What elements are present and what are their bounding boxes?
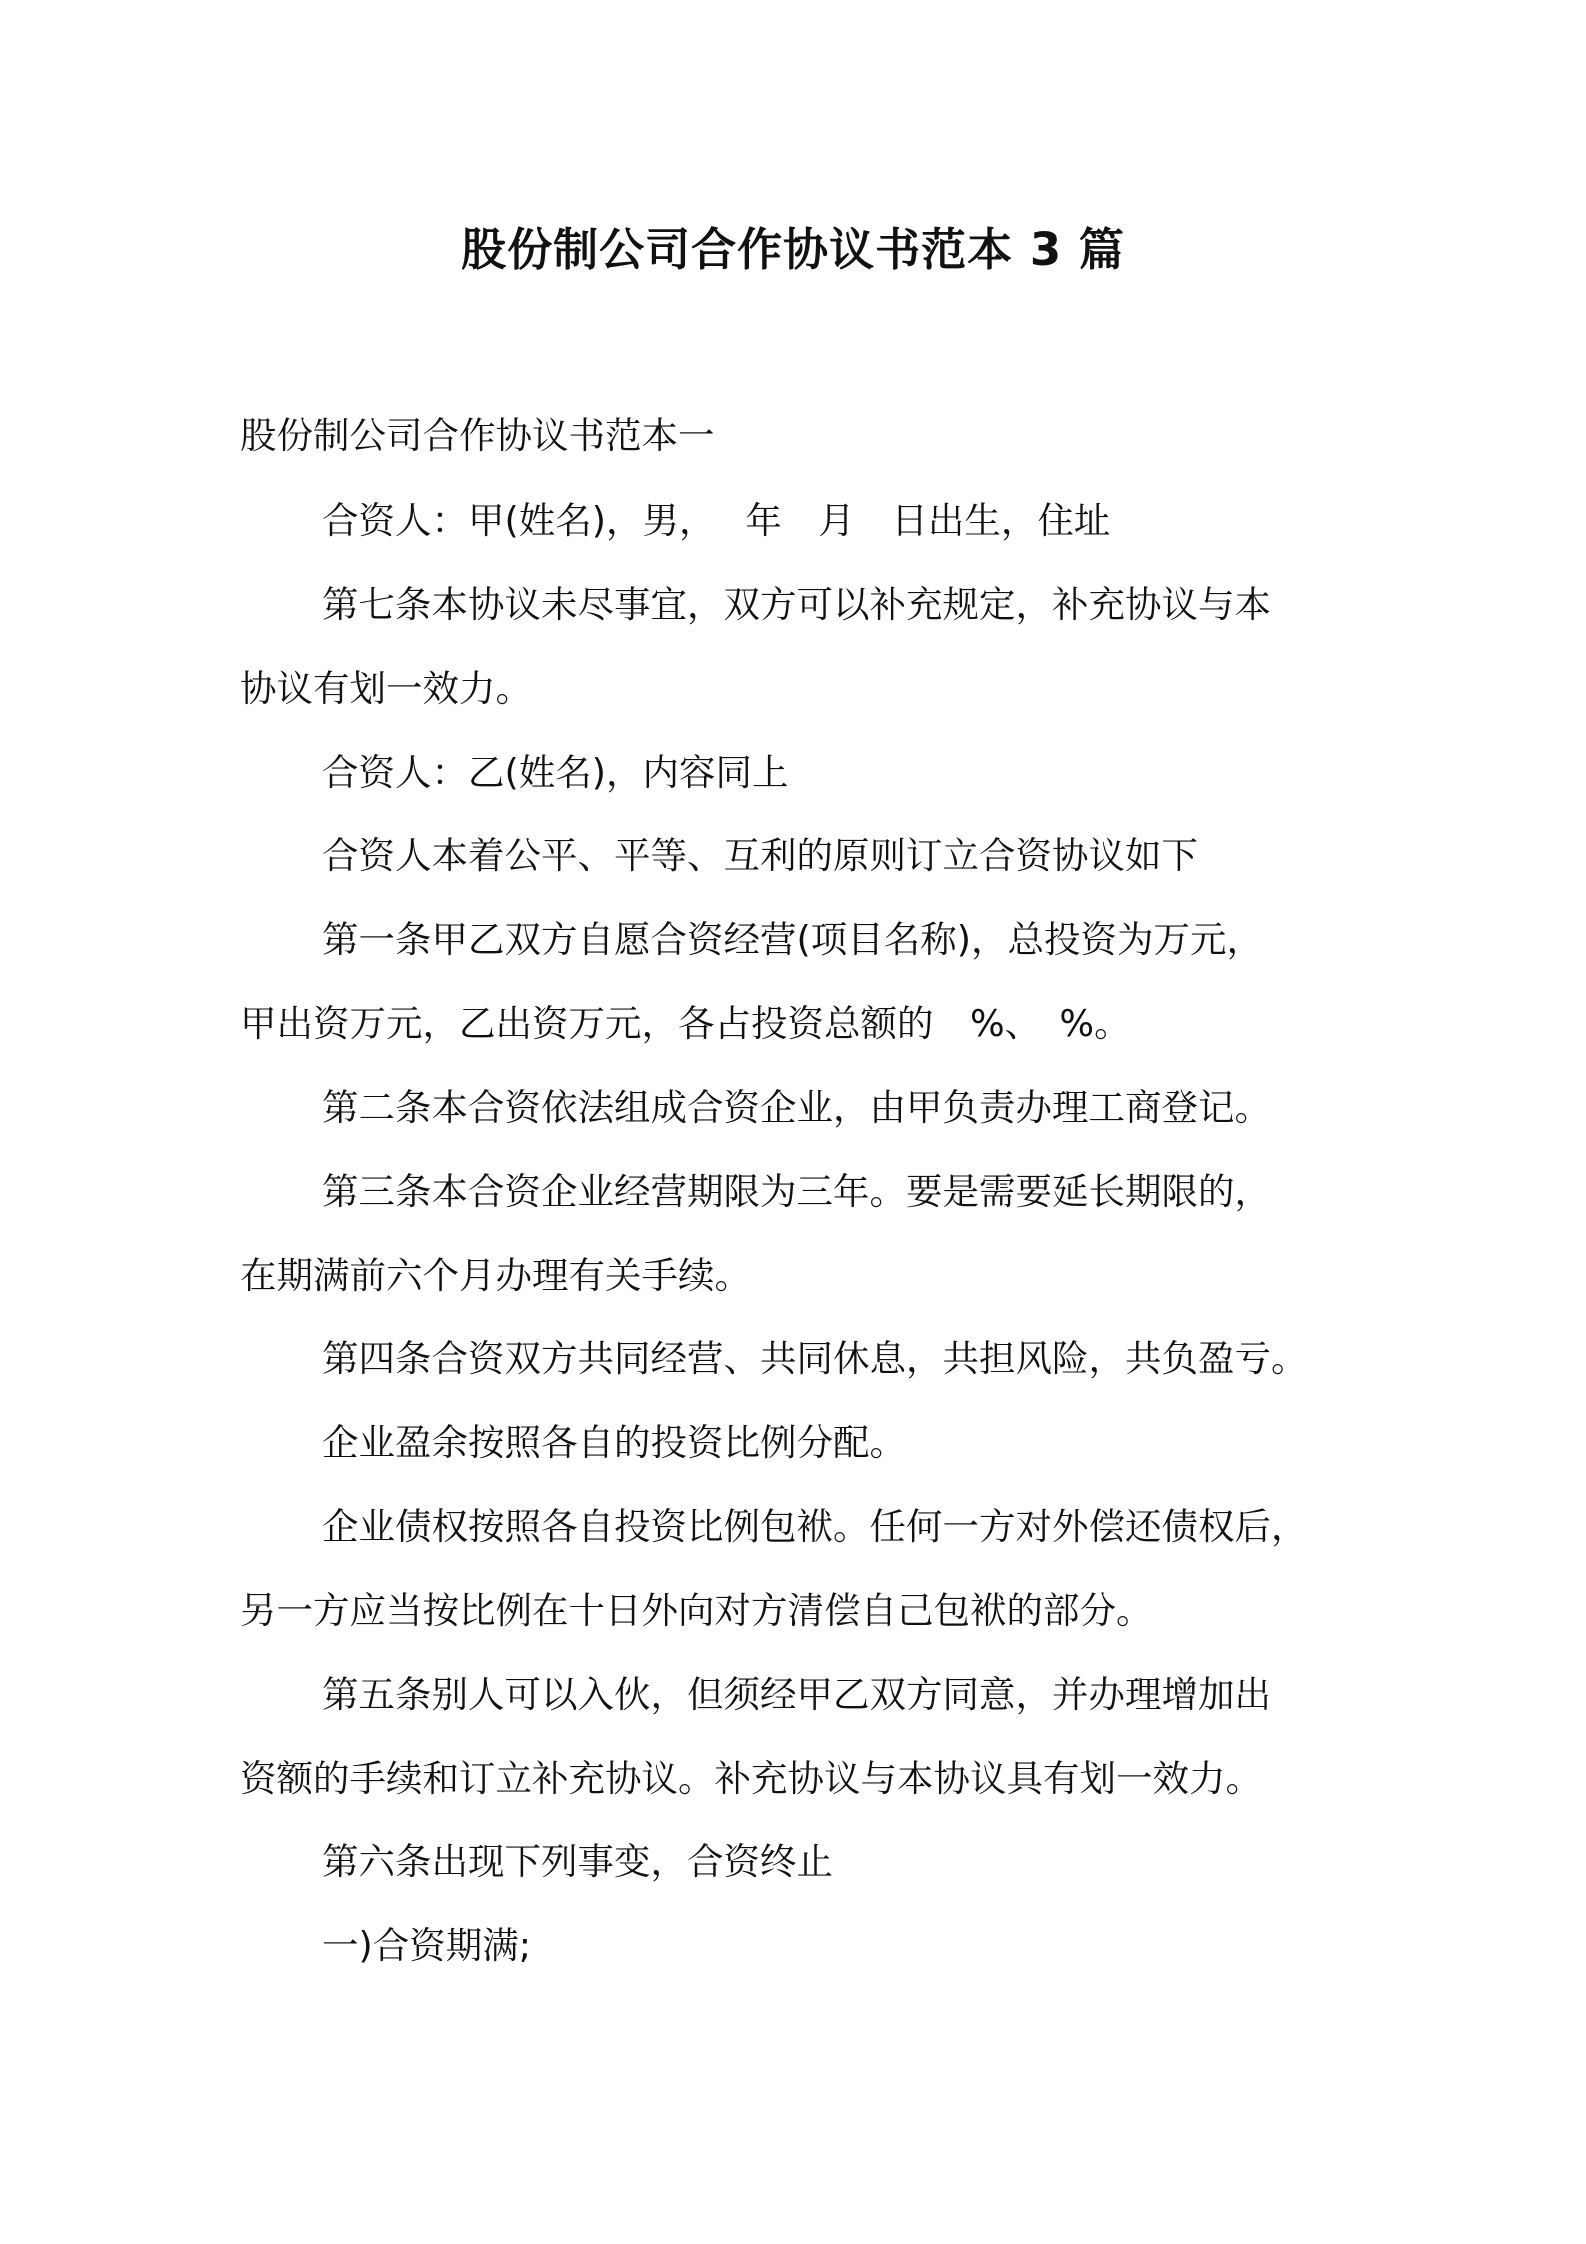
paragraph-line: 企业债权按照各自投资比例包袱。任何一方对外偿还债权后，	[322, 1505, 1308, 1548]
paragraph-line: 企业盈余按照各自的投资比例分配。	[322, 1421, 906, 1464]
paragraph-line: 另一方应当按比例在十日外向对方清偿自己包袱的部分。	[240, 1589, 1153, 1632]
paragraph-line: 第一条甲乙双方自愿合资经营(项目名称)，总投资为万元，	[322, 918, 1263, 961]
paragraph-line: 甲出资万元，乙出资万元，各占投资总额的 %、 %。	[240, 1002, 1131, 1045]
section-heading: 股份制公司合作协议书范本一	[240, 414, 715, 457]
paragraph-line: 第七条本协议未尽事宜，双方可以补充规定，补充协议与本	[322, 583, 1271, 626]
paragraph-line: 第三条本合资企业经营期限为三年。要是需要延长期限的，	[322, 1170, 1271, 1213]
paragraph-line: 第二条本合资依法组成合资企业，由甲负责办理工商登记。	[322, 1086, 1271, 1129]
paragraph-line: 资额的手续和订立补充协议。补充协议与本协议具有划一效力。	[240, 1757, 1262, 1800]
document-title: 股份制公司合作协议书范本 3 篇	[461, 223, 1125, 276]
paragraph-line: 第六条出现下列事变，合资终止	[322, 1840, 833, 1883]
paragraph-line: 在期满前六个月办理有关手续。	[240, 1254, 751, 1297]
paragraph-line: 合资人本着公平、平等、互利的原则订立合资协议如下	[322, 834, 1198, 877]
paragraph-line: 合资人：甲(姓名)，男， 年 月 日出生，住址	[322, 499, 1111, 542]
paragraph-line: 一)合资期满;	[322, 1924, 532, 1967]
paragraph-line: 合资人：乙(姓名)，内容同上	[322, 751, 789, 794]
paragraph-line: 协议有划一效力。	[240, 667, 532, 710]
paragraph-line: 第五条别人可以入伙，但须经甲乙双方同意，并办理增加出	[322, 1673, 1271, 1716]
paragraph-line: 第四条合资双方共同经营、共同休息，共担风险，共负盈亏。	[322, 1337, 1308, 1380]
